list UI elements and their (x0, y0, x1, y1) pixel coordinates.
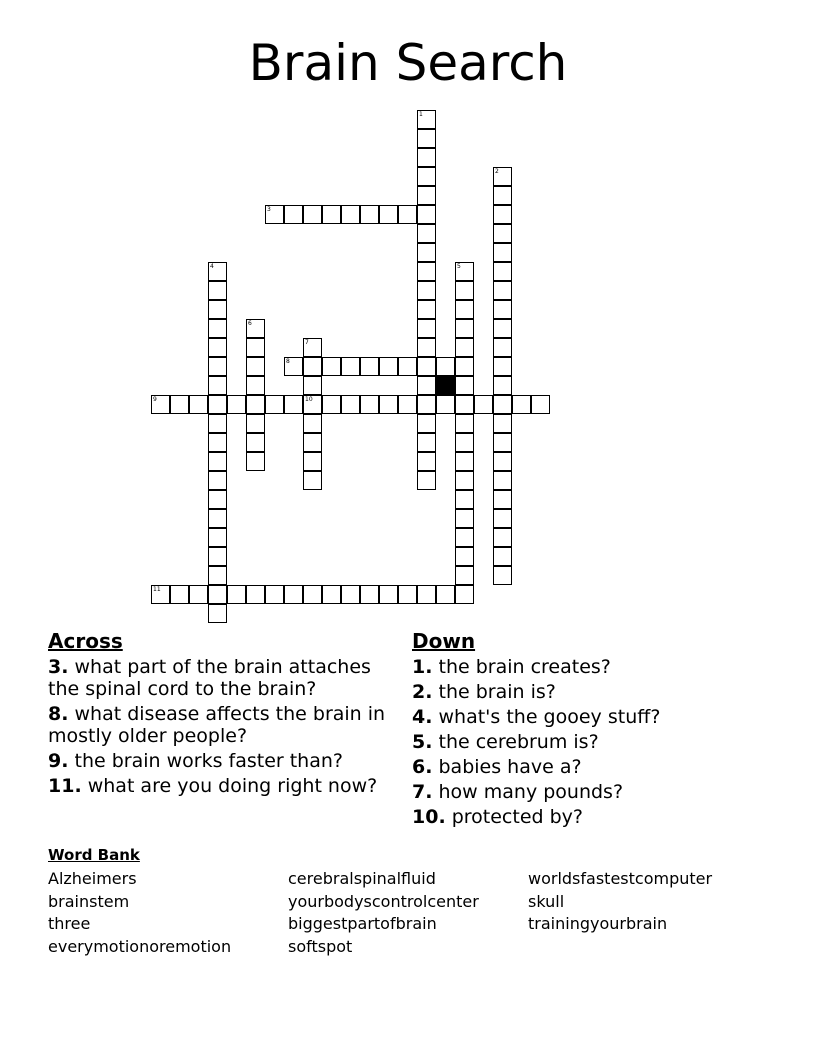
grid-cell[interactable] (455, 471, 474, 490)
clue-number: 5 (457, 263, 461, 270)
grid-cell[interactable] (208, 433, 227, 452)
word-bank-item: cerebralspinalfluid (288, 869, 436, 888)
grid-cell[interactable] (436, 585, 455, 604)
grid-cell[interactable] (341, 395, 360, 414)
grid-cell[interactable] (493, 300, 512, 319)
clue-number: 2 (495, 168, 499, 175)
grid-cell[interactable] (170, 585, 189, 604)
grid-cell[interactable] (455, 319, 474, 338)
grid-cell[interactable] (417, 585, 436, 604)
grid-cell[interactable] (417, 471, 436, 490)
grid-cell[interactable] (417, 414, 436, 433)
grid-cell[interactable] (303, 433, 322, 452)
black-cell (436, 376, 455, 395)
grid-cell[interactable] (208, 566, 227, 585)
clue-down-2: 2. the brain is? (412, 681, 556, 703)
clue-number: 3 (267, 206, 271, 213)
grid-cell[interactable] (417, 129, 436, 148)
word-bank-item: biggestpartofbrain (288, 914, 437, 933)
grid-cell[interactable] (189, 585, 208, 604)
grid-cell[interactable] (303, 395, 322, 414)
grid-cell[interactable] (303, 414, 322, 433)
grid-cell[interactable] (379, 585, 398, 604)
grid-cell[interactable] (493, 243, 512, 262)
grid-cell[interactable] (208, 319, 227, 338)
grid-cell[interactable] (189, 395, 208, 414)
grid-cell[interactable] (455, 338, 474, 357)
grid-cell[interactable] (208, 357, 227, 376)
grid-cell[interactable] (208, 395, 227, 414)
grid-cell[interactable] (284, 585, 303, 604)
grid-cell[interactable] (455, 490, 474, 509)
puzzle-title: Brain Search (248, 34, 568, 92)
grid-cell[interactable] (436, 395, 455, 414)
down-clues (412, 630, 772, 831)
grid-cell[interactable] (493, 186, 512, 205)
grid-cell[interactable] (341, 205, 360, 224)
grid-cell[interactable] (208, 452, 227, 471)
grid-cell[interactable] (360, 205, 379, 224)
word-bank-item: brainstem (48, 891, 130, 911)
grid-cell[interactable] (322, 357, 341, 376)
grid-cell[interactable] (493, 357, 512, 376)
clue-down-1: 1. the brain creates? (412, 656, 611, 678)
word-bank-item: trainingyourbrain (528, 914, 668, 933)
grid-cell[interactable] (417, 319, 436, 338)
clue-number: 7 (305, 339, 309, 346)
grid-cell[interactable] (493, 376, 512, 395)
grid-cell[interactable] (246, 414, 265, 433)
grid-cell[interactable] (398, 585, 417, 604)
grid-cell[interactable] (398, 357, 417, 376)
grid-cell[interactable] (246, 319, 265, 338)
grid-cell[interactable] (417, 452, 436, 471)
grid-cell[interactable] (436, 357, 455, 376)
grid-cell[interactable] (265, 585, 284, 604)
grid-cell[interactable] (417, 338, 436, 357)
grid-cell[interactable] (417, 433, 436, 452)
grid-cell[interactable] (493, 490, 512, 509)
grid-cell[interactable] (455, 452, 474, 471)
grid-cell[interactable] (246, 585, 265, 604)
grid-cell[interactable] (208, 281, 227, 300)
word-bank-item: yourbodyscontrolcenter (288, 891, 479, 911)
grid-cell[interactable] (341, 585, 360, 604)
grid-cell[interactable] (208, 300, 227, 319)
grid-cell[interactable] (303, 452, 322, 471)
grid-cell[interactable] (455, 585, 474, 604)
grid-cell[interactable] (493, 395, 512, 414)
grid-cell[interactable] (379, 205, 398, 224)
grid-cell[interactable] (417, 262, 436, 281)
grid-cell[interactable] (227, 585, 246, 604)
grid-cell[interactable] (246, 433, 265, 452)
grid-cell[interactable] (303, 376, 322, 395)
grid-cell[interactable] (455, 376, 474, 395)
clue-across-9: 9. the brain works faster than? (48, 750, 343, 772)
grid-cell[interactable] (208, 604, 227, 623)
grid-cell[interactable] (417, 300, 436, 319)
word-bank-item: three (48, 914, 91, 933)
clue-down-4: 4. what's the gooey stuff? (412, 706, 661, 728)
grid-cell[interactable] (303, 205, 322, 224)
grid-cell[interactable] (417, 167, 436, 186)
grid-cell[interactable] (455, 414, 474, 433)
grid-cell[interactable] (208, 414, 227, 433)
word-bank-item: everymotionoremotion (48, 936, 232, 956)
grid-cell[interactable] (493, 509, 512, 528)
clue-across-11: 11. what are you doing right now? (48, 775, 378, 797)
grid-cell[interactable] (455, 547, 474, 566)
down-heading: Down (412, 629, 476, 653)
grid-cell[interactable] (493, 281, 512, 300)
grid-cell[interactable] (455, 281, 474, 300)
grid-cell[interactable] (208, 547, 227, 566)
grid-cell[interactable] (417, 376, 436, 395)
grid-cell[interactable] (208, 262, 227, 281)
grid-cell[interactable] (417, 186, 436, 205)
clue-across-8: 8. what disease affects the brain in mostly older people? (48, 703, 386, 747)
grid-cell[interactable] (455, 300, 474, 319)
grid-cell[interactable] (493, 224, 512, 243)
grid-cell[interactable] (493, 338, 512, 357)
grid-cell[interactable] (360, 357, 379, 376)
grid-cell[interactable] (208, 338, 227, 357)
grid-cell[interactable] (417, 357, 436, 376)
grid-cell[interactable] (208, 471, 227, 490)
grid-cell[interactable] (246, 395, 265, 414)
grid-cell[interactable] (379, 395, 398, 414)
word-bank-item: skull (528, 891, 565, 911)
grid-cell[interactable] (360, 585, 379, 604)
grid-cell[interactable] (208, 585, 227, 604)
grid-cell[interactable] (208, 528, 227, 547)
grid-cell[interactable] (379, 357, 398, 376)
word-bank-column-1 (48, 868, 231, 958)
grid-cell[interactable] (493, 414, 512, 433)
grid-cell[interactable] (246, 357, 265, 376)
grid-cell[interactable] (360, 395, 379, 414)
clue-down-7: 7. how many pounds? (412, 781, 624, 803)
grid-cell[interactable] (493, 528, 512, 547)
grid-cell[interactable] (303, 471, 322, 490)
word-bank-column-3 (528, 868, 712, 936)
word-bank-item: softspot (288, 936, 353, 956)
grid-cell[interactable] (208, 490, 227, 509)
clue-number: 11 (153, 586, 161, 593)
grid-cell[interactable] (417, 148, 436, 167)
grid-cell[interactable] (493, 566, 512, 585)
clue-number: 10 (305, 396, 313, 403)
clue-across-3: 3. what part of the brain attaches the spinal cord to the brain? (48, 656, 371, 700)
word-bank-item: Alzheimers (48, 869, 137, 888)
clue-down-5: 5. the cerebrum is? (412, 731, 599, 753)
grid-cell[interactable] (398, 395, 417, 414)
grid-cell[interactable] (493, 452, 512, 471)
clue-number: 4 (210, 263, 214, 270)
across-heading: Across (48, 629, 123, 653)
grid-cell[interactable] (246, 452, 265, 471)
word-bank-column-2 (288, 868, 479, 958)
grid-cell[interactable] (417, 205, 436, 224)
grid-cell[interactable] (341, 357, 360, 376)
grid-cell[interactable] (208, 376, 227, 395)
grid-cell[interactable] (322, 585, 341, 604)
grid-cell[interactable] (322, 205, 341, 224)
word-bank-heading: Word Bank (48, 846, 140, 864)
grid-cell[interactable] (246, 338, 265, 357)
clue-number: 8 (286, 358, 290, 365)
grid-cell[interactable] (303, 338, 322, 357)
grid-cell[interactable] (455, 262, 474, 281)
clue-down-10: 10. protected by? (412, 806, 584, 828)
grid-cell[interactable] (493, 433, 512, 452)
grid-cell[interactable] (455, 528, 474, 547)
across-clues (48, 630, 396, 800)
grid-cell[interactable] (303, 585, 322, 604)
word-bank-item: worldsfastestcomputer (528, 869, 713, 888)
grid-cell[interactable] (398, 205, 417, 224)
grid-cell[interactable] (284, 357, 303, 376)
grid-cell[interactable] (455, 395, 474, 414)
grid-cell[interactable] (322, 395, 341, 414)
grid-cell[interactable] (512, 395, 531, 414)
grid-cell[interactable] (303, 357, 322, 376)
grid-cell[interactable] (246, 376, 265, 395)
clue-down-6: 6. babies have a? (412, 756, 582, 778)
grid-cell[interactable] (417, 110, 436, 129)
grid-cell[interactable] (151, 585, 170, 604)
grid-cell[interactable] (265, 395, 284, 414)
grid-cell[interactable] (284, 205, 303, 224)
grid-cell[interactable] (455, 433, 474, 452)
grid-cell[interactable] (227, 395, 246, 414)
clue-number: 9 (153, 396, 157, 403)
grid-cell[interactable] (493, 471, 512, 490)
grid-cell[interactable] (493, 205, 512, 224)
grid-cell[interactable] (417, 224, 436, 243)
grid-cell[interactable] (493, 319, 512, 338)
grid-cell[interactable] (417, 281, 436, 300)
grid-cell[interactable] (284, 395, 303, 414)
grid-cell[interactable] (493, 547, 512, 566)
grid-cell[interactable] (474, 395, 493, 414)
clue-number: 6 (248, 320, 252, 327)
grid-cell[interactable] (455, 357, 474, 376)
grid-cell[interactable] (493, 262, 512, 281)
clue-number: 1 (419, 111, 423, 118)
grid-cell[interactable] (531, 395, 550, 414)
grid-cell[interactable] (265, 205, 284, 224)
grid-cell[interactable] (417, 243, 436, 262)
grid-cell[interactable] (151, 395, 170, 414)
grid-cell[interactable] (208, 509, 227, 528)
grid-cell[interactable] (455, 566, 474, 585)
grid-cell[interactable] (417, 395, 436, 414)
grid-cell[interactable] (493, 167, 512, 186)
grid-cell[interactable] (170, 395, 189, 414)
grid-cell[interactable] (455, 509, 474, 528)
